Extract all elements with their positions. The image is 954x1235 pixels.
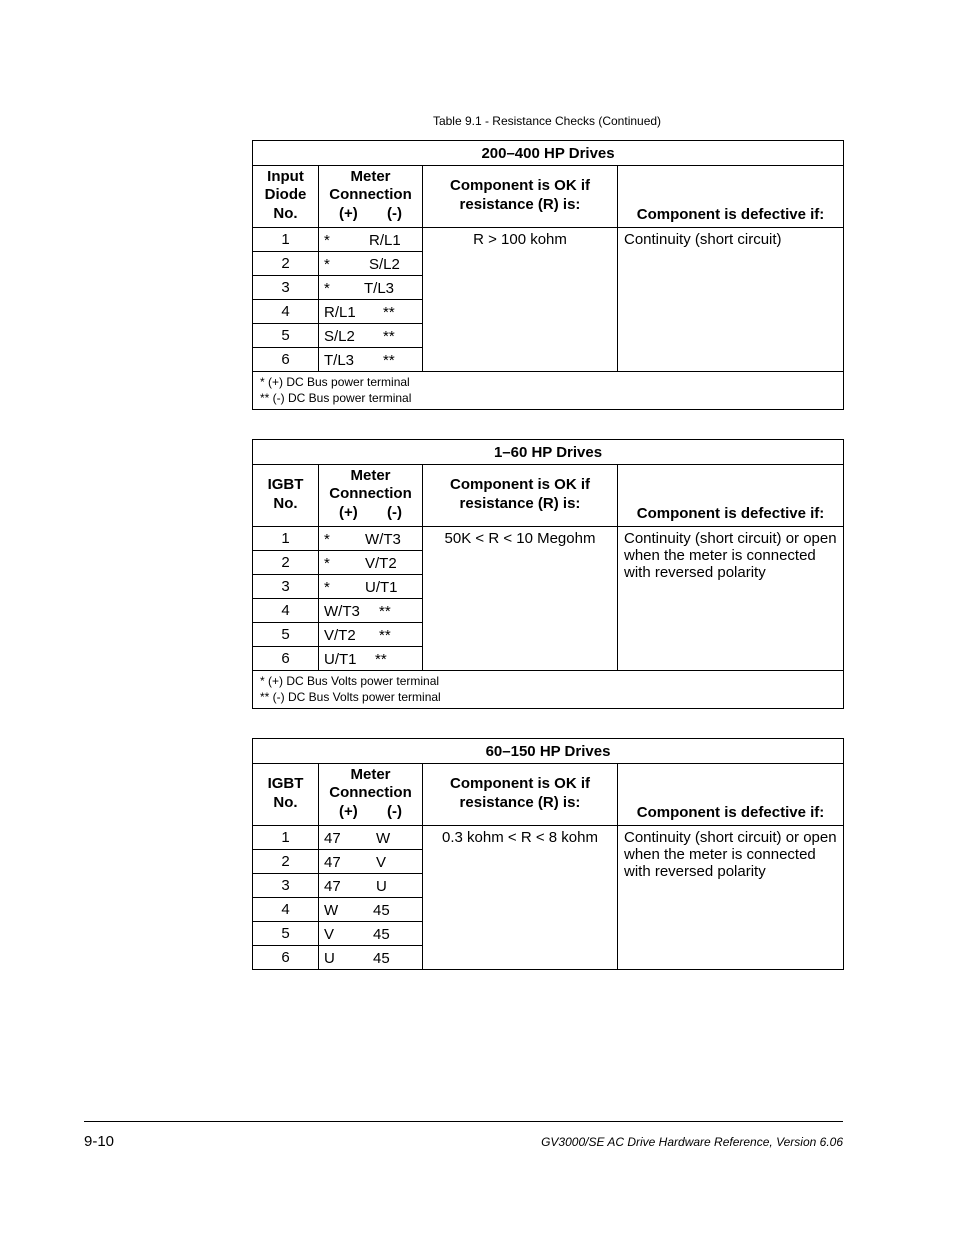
row-number: 4 bbox=[253, 599, 319, 623]
header-igbt-no: IGBT No. bbox=[253, 764, 319, 826]
header-meter-connection: Meter Connection (+) (-) bbox=[319, 764, 423, 826]
header-meter-connection: Meter Connection (+) (-) bbox=[319, 166, 423, 228]
header-ok-condition: Component is OK if resistance (R) is: bbox=[423, 166, 618, 228]
meter-connection: 47 U bbox=[319, 874, 423, 898]
meter-connection: W/T3 ** bbox=[319, 599, 423, 623]
table-notes: * (+) DC Bus power terminal ** (-) DC Bus power terminal bbox=[253, 372, 844, 410]
table-title: 1–60 HP Drives bbox=[253, 440, 844, 465]
meter-connection: * T/L3 bbox=[319, 276, 423, 300]
defective-condition: Continuity (short circuit) or open when the meter is connected with reversed polarity bbox=[618, 527, 844, 671]
meter-connection: * S/L2 bbox=[319, 252, 423, 276]
row-number: 4 bbox=[253, 300, 319, 324]
meter-connection: S/L2 ** bbox=[319, 324, 423, 348]
resistance-table-200-400hp bbox=[252, 140, 844, 410]
row-number: 4 bbox=[253, 898, 319, 922]
row-number: 3 bbox=[253, 874, 319, 898]
row-number: 2 bbox=[253, 850, 319, 874]
table-title: 60–150 HP Drives bbox=[253, 739, 844, 764]
meter-connection: * V/T2 bbox=[319, 551, 423, 575]
row-number: 2 bbox=[253, 551, 319, 575]
header-defective-condition: Component is defective if: bbox=[618, 465, 844, 527]
header-igbt-no: IGBT No. bbox=[253, 465, 319, 527]
meter-connection: W 45 bbox=[319, 898, 423, 922]
document-title: GV3000/SE AC Drive Hardware Reference, Version 6.06 bbox=[541, 1135, 843, 1149]
meter-connection: 47 V bbox=[319, 850, 423, 874]
resistance-table-1-60hp bbox=[252, 439, 844, 709]
header-ok-condition: Component is OK if resistance (R) is: bbox=[423, 465, 618, 527]
meter-connection: 47 W bbox=[319, 826, 423, 850]
meter-connection: * U/T1 bbox=[319, 575, 423, 599]
meter-connection: * W/T3 bbox=[319, 527, 423, 551]
meter-connection: V 45 bbox=[319, 922, 423, 946]
meter-connection: U 45 bbox=[319, 946, 423, 970]
ok-condition: 0.3 kohm < R < 8 kohm bbox=[423, 826, 618, 970]
row-number: 1 bbox=[253, 826, 319, 850]
resistance-table-60-150hp bbox=[252, 738, 844, 970]
table-caption: Table 9.1 - Resistance Checks (Continued) bbox=[432, 114, 662, 128]
header-defective-condition: Component is defective if: bbox=[618, 166, 844, 228]
row-number: 5 bbox=[253, 922, 319, 946]
row-number: 6 bbox=[253, 946, 319, 970]
ok-condition: R > 100 kohm bbox=[423, 228, 618, 372]
header-ok-condition: Component is OK if resistance (R) is: bbox=[423, 764, 618, 826]
defective-condition: Continuity (short circuit) bbox=[618, 228, 844, 372]
meter-connection: R/L1 ** bbox=[319, 300, 423, 324]
ok-condition: 50K < R < 10 Megohm bbox=[423, 527, 618, 671]
meter-connection: * R/L1 bbox=[319, 228, 423, 252]
table-notes: * (+) DC Bus Volts power terminal ** (-) DC Bus Volts power terminal bbox=[253, 671, 844, 709]
row-number: 3 bbox=[253, 276, 319, 300]
header-meter-connection: Meter Connection (+) (-) bbox=[319, 465, 423, 527]
row-number: 6 bbox=[253, 647, 319, 671]
page-number: 9-10 bbox=[84, 1133, 115, 1150]
meter-connection: U/T1 ** bbox=[319, 647, 423, 671]
defective-condition: Continuity (short circuit) or open when the meter is connected with reversed polarity bbox=[618, 826, 844, 970]
row-number: 1 bbox=[253, 527, 319, 551]
row-number: 6 bbox=[253, 348, 319, 372]
header-defective-condition: Component is defective if: bbox=[618, 764, 844, 826]
row-number: 2 bbox=[253, 252, 319, 276]
row-number: 3 bbox=[253, 575, 319, 599]
meter-connection: T/L3 ** bbox=[319, 348, 423, 372]
row-number: 5 bbox=[253, 324, 319, 348]
table-title: 200–400 HP Drives bbox=[253, 141, 844, 166]
meter-connection: V/T2 ** bbox=[319, 623, 423, 647]
footer-divider bbox=[84, 1121, 843, 1122]
header-diode-no: Input Diode No. bbox=[253, 166, 319, 228]
row-number: 5 bbox=[253, 623, 319, 647]
row-number: 1 bbox=[253, 228, 319, 252]
